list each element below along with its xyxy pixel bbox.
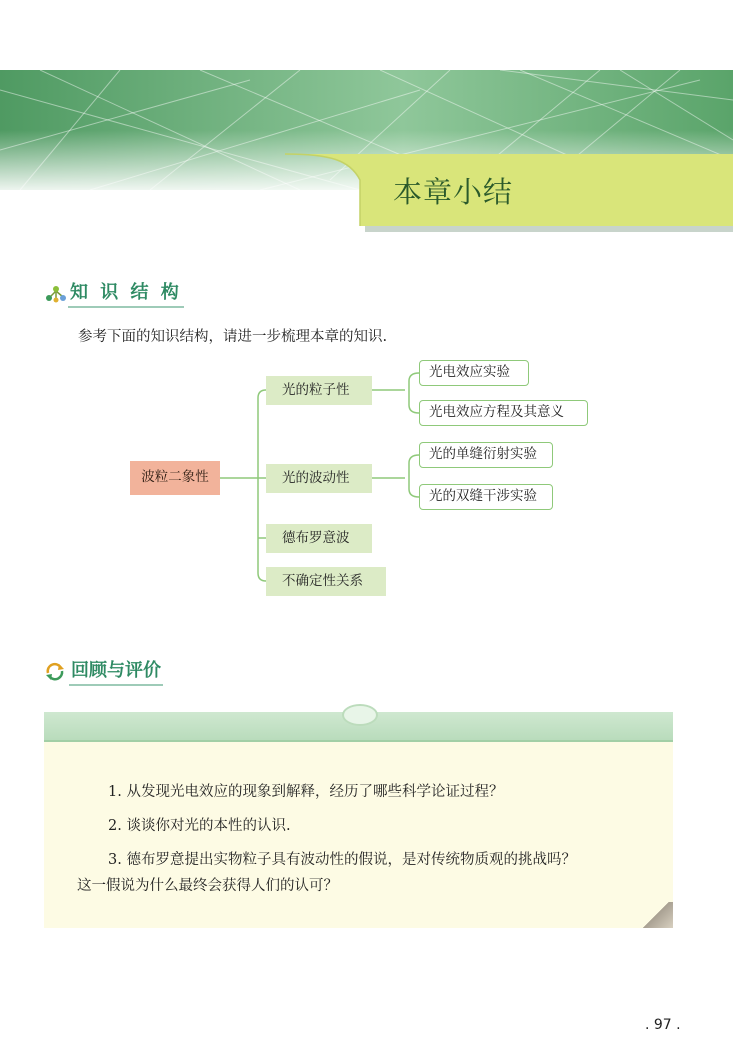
root-node: 波粒二象性 [130,461,220,495]
branch-uncertainty: 不确定性关系 [266,567,386,596]
chapter-banner [0,70,733,240]
knowledge-mindmap [0,355,733,600]
leaf-photoelectric-equation: 光电效应方程及其意义 [419,400,588,426]
section-heading-text: 回顾与评价 [69,656,163,686]
review-panel [44,712,673,928]
branch-de-broglie: 德布罗意波 [266,524,372,553]
question-1: 1. 从发现光电效应的现象到解释，经历了哪些科学论证过程？ [108,784,504,800]
page-number: . 97 . [645,1017,681,1033]
branch-wave: 光的波动性 [266,464,372,493]
question-3-continuation: 这一假说为什么最终会获得人们的认可？ [77,878,338,894]
knowledge-structure-heading [44,278,184,308]
refresh-cycle-icon [44,661,66,681]
section-heading-text: 知 识 结 构 [68,278,184,308]
leaf-single-slit: 光的单缝衍射实验 [419,442,553,468]
chapter-title: 本章小结 [393,175,514,209]
panel-clip-decoration [342,704,378,726]
molecule-icon [44,283,68,303]
leaf-photoelectric-experiment: 光电效应实验 [419,360,529,386]
review-panel-header [44,712,673,742]
review-heading [44,656,163,686]
question-2: 2. 谈谈你对光的本性的认识. [108,818,291,834]
leaf-double-slit: 光的双缝干涉实验 [419,484,553,510]
question-3: 3. 德布罗意提出实物粒子具有波动性的假说，是对传统物质观的挑战吗？ [108,852,576,868]
intro-text: 参考下面的知识结构，请进一步梳理本章的知识. [78,329,388,345]
branch-particle: 光的粒子性 [266,376,372,405]
page-curl-decoration [639,902,673,928]
